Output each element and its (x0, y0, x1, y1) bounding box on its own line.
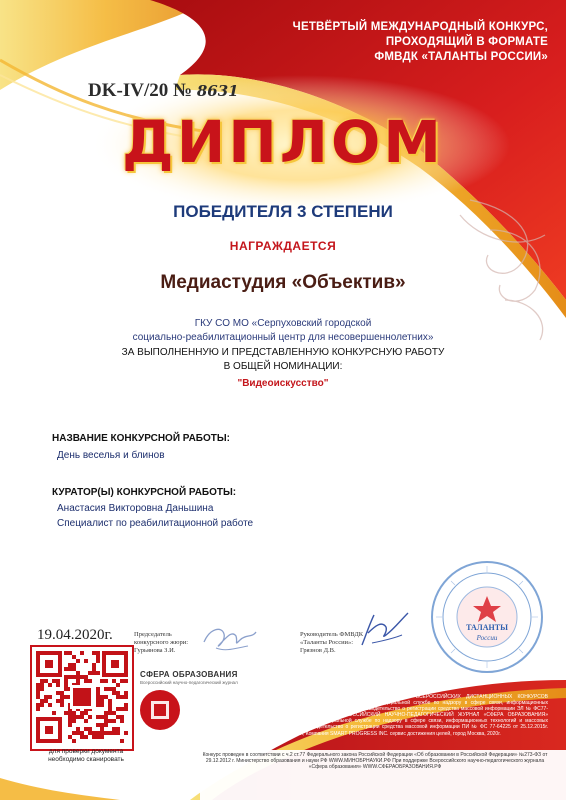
sfera-logo-icon (138, 688, 182, 732)
head-caption-line-3: Грязнов Д.В. (300, 647, 336, 654)
jury-caption-line-3: Гурьянова З.И. (134, 647, 176, 654)
organization-line-2: социально-реабилитационный центр для несовершеннолетних» (132, 332, 434, 343)
document-series: DK-IV/20 № (88, 80, 193, 101)
footer-legal-text: Конкурс проведен в соответствии с ч.2 ст.77 Федерального закона Российской Федерации «Об образовании в Российской Федерации» №273-ФЗ от 29.12.2012 г. Министерство образования и науки РФ WWW.МИНОБРНАУКИ.РФ При поддержке Всероссийского научно-педагогического журнала «Сфера образования» WWW.СФЕРАОБРАЗОВАНИЯ.РФ (202, 752, 548, 771)
stamp-center-line-1: ТАЛАНТЫ (466, 623, 508, 632)
nomination: "Видеоискусство" (237, 378, 329, 389)
jury-caption-line-1: Председатель (134, 631, 172, 638)
header-line-2: ПРОХОДЯЩИЙ В ФОРМАТЕ (385, 36, 548, 48)
header-line-3: ФМВДК «ТАЛАНТЫ РОССИИ» (374, 51, 548, 63)
qr-note-line-1: для проверки документа (48, 748, 124, 755)
issue-date: 19.04.2020г. (37, 627, 113, 643)
sfera-title: СФЕРА ОБРАЗОВАНИЯ (140, 670, 238, 679)
work-line-1: ЗА ВЫПОЛНЕННУЮ И ПРЕДСТАВЛЕННУЮ КОНКУРСНУЮ РАБОТУ (121, 347, 445, 358)
curator-position: Специалист по реабилитационной работе (57, 518, 254, 529)
contest-header (248, 20, 548, 65)
winner-degree: ПОБЕДИТЕЛЯ 3 СТЕПЕНИ (173, 202, 393, 221)
awarded-label: НАГРАЖДАЕТСЯ (229, 239, 337, 253)
sfera-subtitle: Всероссийский научно-педагогический журнал (140, 680, 238, 685)
diploma-title: ДИПЛОМ (122, 108, 444, 176)
stamp-center-line-2: России (476, 634, 498, 642)
head-caption-line-2: «Таланты России»: (300, 639, 354, 646)
jury-caption-line-2: конкурсного жюри: (134, 639, 188, 646)
work-title-value: День веселья и блинов (57, 450, 165, 461)
qr-code[interactable] (32, 647, 132, 749)
head-signature (352, 605, 412, 655)
document-number (88, 80, 239, 102)
recipient-name: Медиастудия «Объектив» (160, 272, 406, 293)
organization-line-1: ГКУ СО МО «Серпуховский городской (194, 318, 372, 329)
jury-signature (196, 618, 266, 658)
official-stamp (428, 558, 546, 676)
qr-note-line-2: необходимо сканировать (48, 756, 124, 763)
work-title-label: НАЗВАНИЕ КОНКУРСНОЙ РАБОТЫ: (52, 433, 231, 444)
document-number-value: 8631 (196, 82, 239, 100)
jury-signature-caption (134, 631, 188, 655)
curator-name: Анастасия Викторовна Даньшина (57, 503, 214, 514)
qr-note (42, 748, 130, 764)
qr-frame (30, 645, 134, 751)
curator-label: КУРАТОР(Ы) КОНКУРСНОЙ РАБОТЫ: (52, 487, 237, 498)
work-line-2: В ОБЩЕЙ НОМИНАЦИИ: (223, 361, 343, 372)
head-caption-line-1: Руководитель ФМВДК (300, 631, 364, 638)
header-line-1: ЧЕТВЁРТЫЙ МЕЖДУНАРОДНЫЙ КОНКУРС, (292, 21, 548, 33)
organizers-text: ОРГАНИЗАТОРЫ: ФЕСТИВАЛЬ МЕЖДУНАРОДНЫХ И ВСЕРОССИЙСКИХ ДИСТАНЦИОННЫХ КОНКУРСОВ «ТАЛАНТЫ РОССИИ» зарегистрирован в Федеральной службе по надзору в сфере связи, информационных технологий и массовых коммуникаций, свидетельство о регистрации средства массовой информации ЭЛ № ФС77-618638 от 15.05.2015г.; ВСЕРОССИЙСКИЙ НАУЧНО-ПЕДАГОГИЧЕСКИЙ ЖУРНАЛ «СФЕРА ОБРАЗОВАНИЯ» зарегистрирован в Федеральной службе по надзору в сфере связи, информационных технологий и массовых коммуникаций, свидетельство о регистрации средства массовой информации ПИ № ФС 77-64225 от 25.12.2015г. город Абакан; Компания SMART PROGRESS INC. сервис достижения целей, город Москва, 2020г. (272, 694, 548, 737)
